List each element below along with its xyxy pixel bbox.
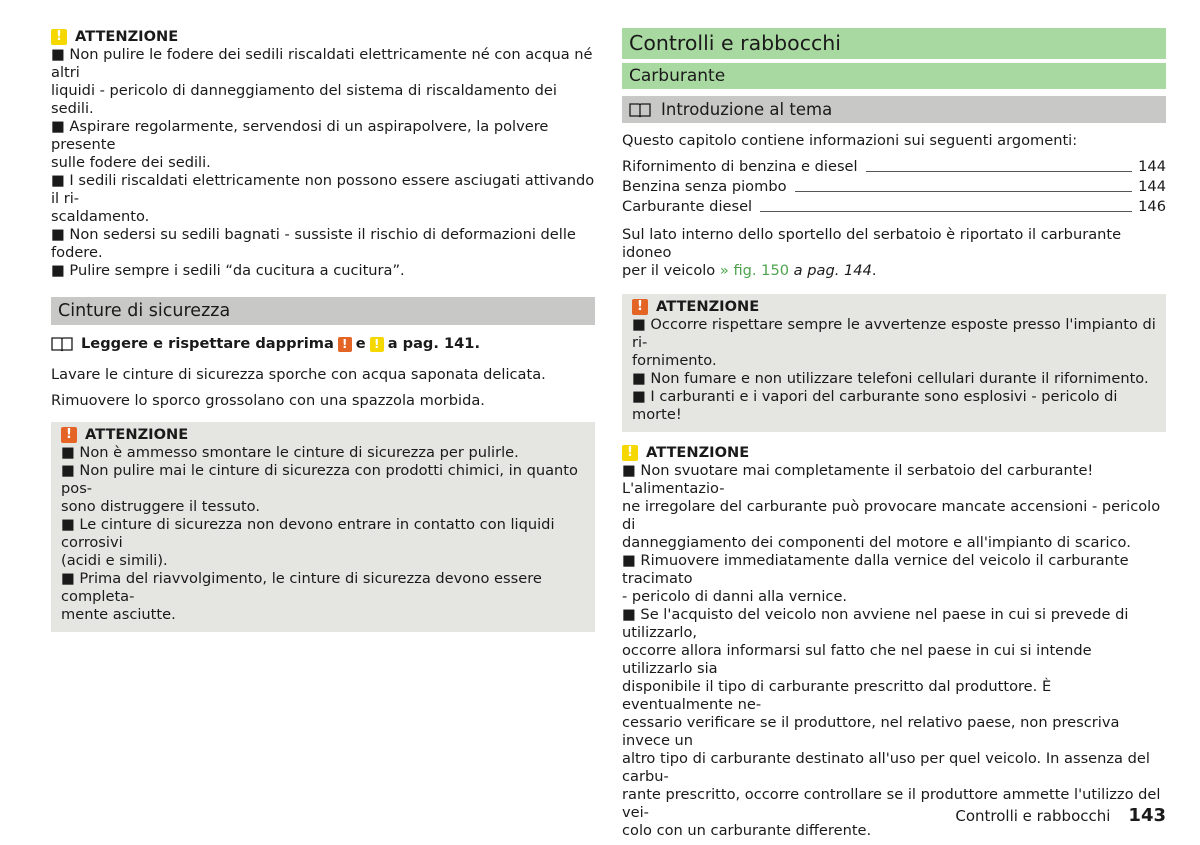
warning-line: colo con un carburante differente. bbox=[622, 822, 872, 839]
paragraph-wash-belts: Lavare le cinture di sicurezza sporche con acqua saponata delicata. bbox=[51, 366, 546, 383]
warning-line: ■ Le cinture di sicurezza non devono entrare in contatto con liquidi corrosivi bbox=[61, 516, 555, 551]
chapter-title: Controlli e rabbocchi bbox=[622, 28, 1166, 59]
footer-chapter-title: Controlli e rabbocchi bbox=[955, 807, 1111, 825]
section-heading-fuel: Carburante bbox=[622, 63, 1166, 89]
book-icon bbox=[629, 102, 651, 118]
read-first-prefix: Leggere e rispettare dapprima bbox=[81, 335, 334, 352]
warning-line: ■ Non fumare e non utilizzare telefoni cellulari durante il rifornimento. bbox=[632, 370, 1149, 387]
warning-fuel-tank bbox=[622, 444, 1166, 840]
toc-item[interactable] bbox=[622, 196, 1166, 216]
warning-line: ■ Non svuotare mai completamente il serbatoio del carburante! L'alimentazio- bbox=[622, 462, 1094, 497]
warning-line: ■ Rimuovere immediatamente dalla vernice del veicolo il carburante tracimato bbox=[622, 552, 1129, 587]
fuel-paragraph-line bbox=[622, 262, 1166, 280]
toc-leader bbox=[866, 171, 1133, 172]
warning-header bbox=[622, 444, 1166, 462]
period: . bbox=[871, 262, 877, 279]
warning-title: ATTENZIONE bbox=[646, 444, 750, 461]
warning-line: sulle fodere dei sedili. bbox=[51, 154, 211, 171]
figure-link[interactable]: » fig. 150 bbox=[719, 262, 790, 279]
warning-line: ■ Pulire sempre i sedili “da cucitura a cucitura”. bbox=[51, 262, 405, 279]
warning-line: ■ Aspirare regolarmente, servendosi di un aspirapolvere, la polvere presente bbox=[51, 118, 549, 153]
warning-line: ■ I sedili riscaldati elettricamente non possono essere asciugati attivando il ri- bbox=[51, 172, 595, 207]
topic-list bbox=[622, 156, 1166, 216]
warning-line: ■ Non è ammesso smontare le cinture di sicurezza per pulirle. bbox=[61, 444, 519, 461]
warning-line: - pericolo di danni alla vernice. bbox=[622, 588, 848, 605]
read-first-middle: e bbox=[355, 335, 366, 352]
warning-line: altro tipo di carburante destinato all'uso per quel veicolo. In assenza del carbu- bbox=[622, 750, 1150, 785]
toc-page: 144 bbox=[1138, 158, 1166, 175]
warning-header bbox=[51, 28, 595, 46]
warning-line: ■ Non pulire le fodere dei sedili riscaldati elettricamente né con acqua né altri bbox=[51, 46, 593, 81]
intro-heading bbox=[622, 96, 1166, 123]
warning-line: danneggiamento dei componenti del motore e all'impianto di scarico. bbox=[622, 534, 1131, 551]
warning-line: (acidi e simili). bbox=[61, 552, 168, 569]
page-footer bbox=[955, 807, 1166, 825]
warning-line: rante prescritto, occorre controllare se il produttore ammette l'utilizzo del vei- bbox=[622, 786, 1161, 821]
intro-text: Questo capitolo contiene informazioni sui seguenti argomenti: bbox=[622, 132, 1078, 149]
page-reference: a pag. 144 bbox=[789, 262, 872, 279]
read-first-suffix: a pag. 141. bbox=[387, 335, 481, 352]
toc-leader bbox=[760, 211, 1132, 212]
fuel-paragraph-line: Sul lato interno dello sportello del serbatoio è riportato il carburante idoneo bbox=[622, 226, 1122, 261]
warning-line: liquidi - pericolo di danneggiamento del sistema di riscaldamento dei sedili. bbox=[51, 82, 557, 117]
warning-line: ■ I carburanti e i vapori del carburante sono esplosivi - pericolo di morte! bbox=[632, 388, 1118, 423]
paragraph-remove-dirt: Rimuovere lo sporco grossolano con una spazzola morbida. bbox=[51, 392, 485, 409]
warning-header bbox=[632, 298, 1156, 316]
section-heading-seatbelts: Cinture di sicurezza bbox=[51, 297, 595, 325]
warning-line: ■ Non pulire mai le cinture di sicurezza con prodotti chimici, in quanto pos- bbox=[61, 462, 578, 497]
warning-refuel bbox=[622, 294, 1166, 432]
warning-line: ne irregolare del carburante può provocare mancate accensioni - pericolo di bbox=[622, 498, 1161, 533]
yellow-warning-icon: ! bbox=[622, 445, 638, 461]
page-number: 143 bbox=[1128, 805, 1166, 826]
warning-seatbelts bbox=[51, 422, 595, 632]
toc-page: 144 bbox=[1138, 178, 1166, 195]
warning-line: fornimento. bbox=[632, 352, 717, 369]
intro-title: Introduzione al tema bbox=[661, 100, 833, 119]
toc-label: Rifornimento di benzina e diesel bbox=[622, 158, 858, 175]
right-column bbox=[622, 28, 1166, 840]
warning-line: disponibile il tipo di carburante prescritto dal produttore. È eventualmente ne- bbox=[622, 678, 1052, 713]
warning-header bbox=[61, 426, 585, 444]
warning-line: sono distruggere il tessuto. bbox=[61, 498, 260, 515]
toc-leader bbox=[795, 191, 1133, 192]
warning-line: scaldamento. bbox=[51, 208, 150, 225]
red-warning-icon: ! bbox=[632, 299, 648, 315]
left-column bbox=[51, 28, 595, 632]
warning-line: ■ Se l'acquisto del veicolo non avviene nel paese in cui si prevede di utilizzarlo, bbox=[622, 606, 1129, 641]
book-icon bbox=[51, 336, 73, 352]
fuel-paragraph bbox=[622, 226, 1166, 280]
warning-line: ■ Occorre rispettare sempre le avvertenze esposte presso l'impianto di ri- bbox=[632, 316, 1156, 351]
warning-line: cessario verificare se il produttore, nel relativo paese, non prescriva invece un bbox=[622, 714, 1120, 749]
warning-title: ATTENZIONE bbox=[75, 28, 179, 45]
red-warning-icon: ! bbox=[61, 427, 77, 443]
toc-label: Carburante diesel bbox=[622, 198, 753, 215]
toc-label: Benzina senza piombo bbox=[622, 178, 787, 195]
warning-title: ATTENZIONE bbox=[656, 298, 760, 315]
fuel-paragraph-text: per il veicolo bbox=[622, 262, 720, 279]
toc-item[interactable] bbox=[622, 176, 1166, 196]
warning-line: mente asciutte. bbox=[61, 606, 176, 623]
toc-page: 146 bbox=[1138, 198, 1166, 215]
toc-item[interactable] bbox=[622, 156, 1166, 176]
red-warning-icon: ! bbox=[338, 337, 352, 352]
yellow-warning-icon: ! bbox=[51, 29, 67, 45]
warning-line: occorre allora informarsi sul fatto che nel paese in cui si intende utilizzarlo sia bbox=[622, 642, 1092, 677]
yellow-warning-icon: ! bbox=[370, 337, 384, 352]
warning-line: ■ Prima del riavvolgimento, le cinture di sicurezza devono essere completa- bbox=[61, 570, 542, 605]
read-first-note bbox=[51, 335, 595, 353]
warning-title: ATTENZIONE bbox=[85, 426, 189, 443]
warning-heated-seats bbox=[51, 28, 595, 280]
warning-line: ■ Non sedersi su sedili bagnati - sussiste il rischio di deformazioni delle fodere. bbox=[51, 226, 576, 261]
